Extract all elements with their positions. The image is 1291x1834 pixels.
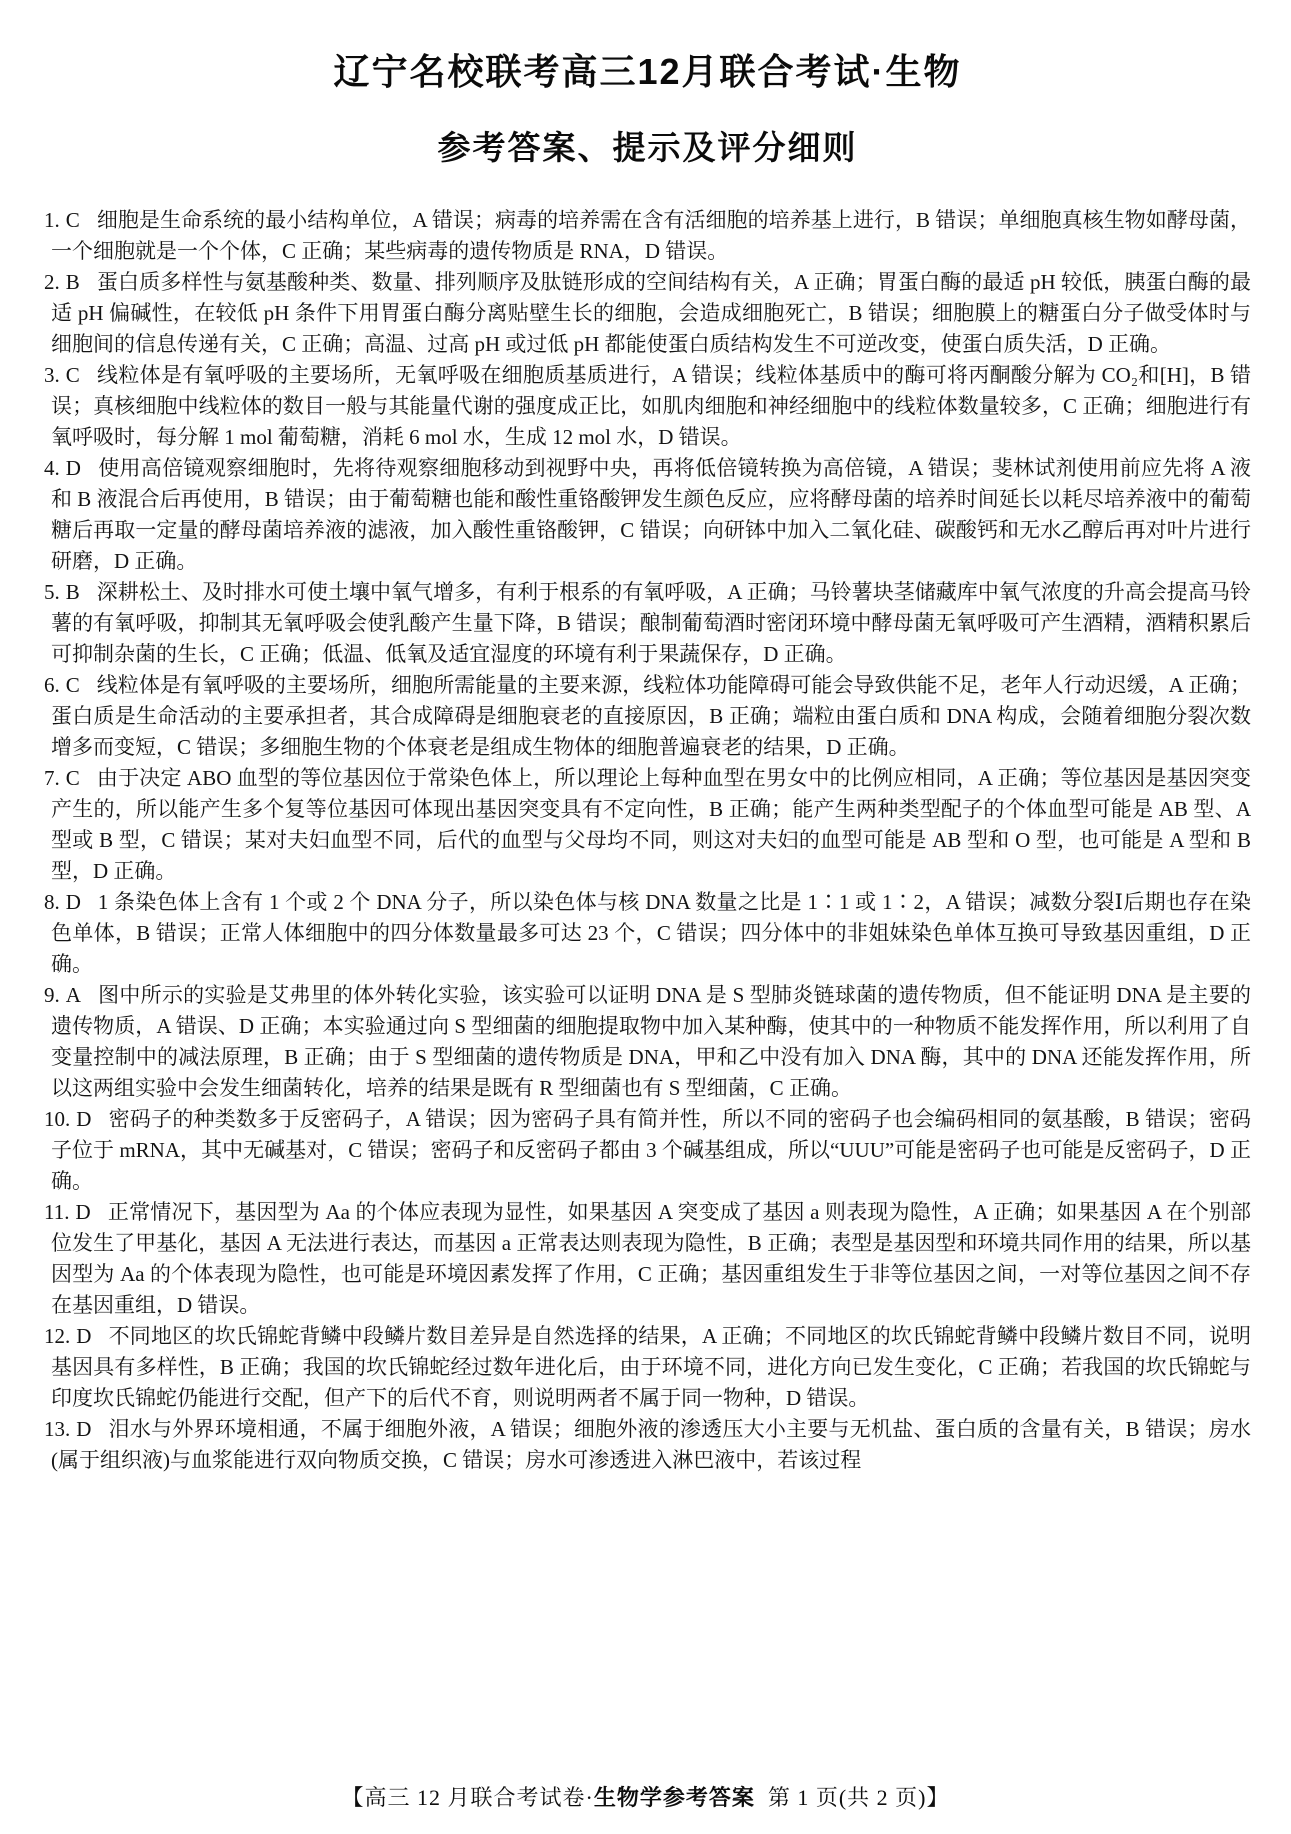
answer-list [44, 205, 1251, 1476]
answer-explanation: 使用高倍镜观察细胞时，先将待观察细胞移动到视野中央，再将低倍镜转换为高倍镜，A 错误；斐林试剂使用前应先将 A 液和 B 液混合后再使用，B 错误；由于葡萄糖也能和酸性重铬酸钾发生颜色反应，应将酵母菌的培养时间延长以耗尽培养液中的葡萄糖后再取一定量的酵母菌培养液的滤液，加入酸性重铬酸钾，C 错误；向研钵中加入二氧化硅、碳酸钙和无水乙醇后再对叶片进行研磨，D 正确。 [51, 456, 1251, 573]
question-number: 5. [44, 580, 60, 604]
answer-explanation: 密码子的种类数多于反密码子，A 错误；因为密码子具有简并性，所以不同的密码子也会编码相同的氨基酸，B 错误；密码子位于 mRNA，其中无碱基对，C 错误；密码子和反密码子都由 3 个碱基组成，所以“UUU”可能是密码子也可能是反密码子，D 正确。 [51, 1107, 1251, 1193]
answer-explanation: 正常情况下，基因型为 Aa 的个体应表现为显性，如果基因 A 突变成了基因 a 则表现为隐性，A 正确；如果基因 A 在个别部位发生了甲基化，基因 A 无法进行表达，而基因 a 正常表达则表现为隐性，B 正确；表型是基因型和环境共同作用的结果，所以基因型为 Aa 的个体表现为隐性，也可能是环境因素发挥了作用，C 正确；基因重组发生于非等位基因之间，一对等位基因之间不存在基因重组，D 错误。 [51, 1200, 1251, 1317]
answer-item [44, 1414, 1251, 1476]
answer-letter: D [65, 456, 81, 480]
answer-letter: C [65, 363, 80, 387]
answer-item [44, 763, 1251, 887]
answer-letter: D [75, 1200, 91, 1224]
answer-item [44, 1197, 1251, 1321]
answer-letter: D [76, 1324, 92, 1348]
answer-item [44, 577, 1251, 670]
question-number: 6. [44, 673, 60, 697]
question-number: 8. [44, 890, 60, 914]
footer-subject-label: 生物学参考答案 [593, 1785, 755, 1810]
question-number: 13. [44, 1417, 71, 1441]
answer-item [44, 670, 1251, 763]
question-number: 4. [44, 456, 60, 480]
answer-letter: B [65, 580, 80, 604]
footer-exam-label: 【高三 12 月联合考试卷· [341, 1785, 594, 1810]
question-number: 10. [44, 1107, 71, 1131]
question-number: 2. [44, 270, 60, 294]
answer-item [44, 1104, 1251, 1197]
answer-item [44, 1321, 1251, 1414]
answer-letter: D [65, 890, 81, 914]
page-subtitle: 参考答案、提示及评分细则 [437, 129, 858, 166]
answer-explanation: 线粒体是有氧呼吸的主要场所，细胞所需能量的主要来源，线粒体功能障碍可能会导致供能不足，老年人行动迟缓，A 正确；蛋白质是生命活动的主要承担者，其合成障碍是细胞衰老的直接原因，B 正确；端粒由蛋白质和 DNA 构成，会随着细胞分裂次数增多而变短，C 错误；多细胞生物的个体衰老是组成生物体的细胞普遍衰老的结果，D 正确。 [51, 673, 1251, 759]
answer-letter: B [65, 270, 80, 294]
answer-explanation: 图中所示的实验是艾弗里的体外转化实验，该实验可以证明 DNA 是 S 型肺炎链球菌的遗传物质，但不能证明 DNA 是主要的遗传物质，A 错误、D 正确；本实验通过向 S 型细菌的细胞提取物中加入某种酶，使其中的一种物质不能发挥作用，所以利用了自变量控制中的减法原理，B 正确；由于 S 型细菌的遗传物质是 DNA，甲和乙中没有加入 DNA 酶，其中的 DNA 还能发挥作用，所以这两组实验中会发生细菌转化，培养的结果是既有 R 型细菌也有 S 型细菌，C 正确。 [51, 983, 1251, 1100]
question-number: 7. [44, 766, 60, 790]
answer-explanation: 深耕松土、及时排水可使土壤中氧气增多，有利于根系的有氧呼吸，A 正确；马铃薯块茎储藏库中氧气浓度的升高会提高马铃薯的有氧呼吸，抑制其无氧呼吸会使乳酸产生量下降，B 错误；酿制葡萄酒时密闭环境中酵母菌无氧呼吸可产生酒精，酒精积累后可抑制杂菌的生长，C 正确；低温、低氧及适宜湿度的环境有利于果蔬保存，D 正确。 [51, 580, 1251, 666]
question-number: 9. [44, 983, 60, 1007]
question-number: 1. [44, 208, 60, 232]
answer-explanation: 线粒体是有氧呼吸的主要场所，无氧呼吸在细胞质基质进行，A 错误；线粒体基质中的酶可将丙酮酸分解为 CO₂和[H]，B 错误；真核细胞中线粒体的数目一般与其能量代谢的强度成正比，如肌肉细胞和神经细胞中的线粒体数量较多，C 正确；细胞进行有氧呼吸时，每分解 1 mol 葡萄糖，消耗 6 mol 水，生成 12 mol 水，D 错误。 [51, 363, 1251, 449]
answer-item [44, 360, 1251, 453]
answer-explanation: 蛋白质多样性与氨基酸种类、数量、排列顺序及肽链形成的空间结构有关，A 正确；胃蛋白酶的最适 pH 较低，胰蛋白酶的最适 pH 偏碱性，在较低 pH 条件下用胃蛋白酶分离贴壁生长的细胞，会造成细胞死亡，B 错误；细胞膜上的糖蛋白分子做受体时与细胞间的信息传递有关，C 正确；高温、过高 pH 或过低 pH 都能使蛋白质结构发生不可逆改变，使蛋白质失活，D 正确。 [51, 270, 1251, 356]
footer-page-number: 第 1 页(共 2 页)】 [754, 1785, 950, 1810]
answer-explanation: 由于决定 ABO 血型的等位基因位于常染色体上，所以理论上每种血型在男女中的比例应相同，A 正确；等位基因是基因突变产生的，所以能产生多个复等位基因可体现出基因突变具有不定向性，B 正确；能产生两种类型配子的个体血型可能是 AB 型、A 型或 B 型，C 错误；某对夫妇血型不同，后代的血型与父母均不同，则这对夫妇的血型可能是 AB 型和 O 型，也可能是 A 型和 B 型，D 正确。 [51, 766, 1251, 883]
page-footer [0, 1781, 1291, 1812]
page-title: 辽宁名校联考高三12月联合考试·生物 [333, 51, 962, 92]
answer-explanation: 1 条染色体上含有 1 个或 2 个 DNA 分子，所以染色体与核 DNA 数量之比是 1∶1 或 1∶2，A 错误；减数分裂Ⅰ后期也存在染色单体，B 错误；正常人体细胞中的四分体数量最多可达 23 个，C 错误；四分体中的非姐妹染色单体互换可导致基因重组，D 正确。 [51, 890, 1251, 976]
question-number: 12. [44, 1324, 71, 1348]
answer-letter: D [76, 1417, 92, 1441]
answer-item [44, 453, 1251, 577]
answer-explanation: 细胞是生命系统的最小结构单位，A 错误；病毒的培养需在含有活细胞的培养基上进行，B 错误；单细胞真核生物如酵母菌，一个细胞就是一个个体，C 正确；某些病毒的遗传物质是 RNA，D 错误。 [51, 208, 1251, 263]
answer-item [44, 980, 1251, 1104]
answer-letter: C [65, 208, 80, 232]
question-number: 3. [44, 363, 60, 387]
answer-letter: A [65, 983, 81, 1007]
answer-item [44, 887, 1251, 980]
answer-letter: D [76, 1107, 92, 1131]
answer-item [44, 267, 1251, 360]
answer-letter: C [65, 766, 80, 790]
answer-item [44, 205, 1251, 267]
question-number: 11. [44, 1200, 70, 1224]
answer-explanation: 泪水与外界环境相通，不属于细胞外液，A 错误；细胞外液的渗透压大小主要与无机盐、蛋白质的含量有关，B 错误；房水(属于组织液)与血浆能进行双向物质交换，C 错误；房水可渗透进入淋巴液中，若该过程 [51, 1417, 1251, 1472]
answer-explanation: 不同地区的坎氏锦蛇背鳞中段鳞片数目差异是自然选择的结果，A 正确；不同地区的坎氏锦蛇背鳞中段鳞片数目不同，说明基因具有多样性，B 正确；我国的坎氏锦蛇经过数年进化后，由于环境不同，进化方向已发生变化，C 正确；若我国的坎氏锦蛇与印度坎氏锦蛇仍能进行交配，但产下的后代不育，则说明两者不属于同一物种，D 错误。 [51, 1324, 1251, 1410]
answer-letter: C [65, 673, 80, 697]
